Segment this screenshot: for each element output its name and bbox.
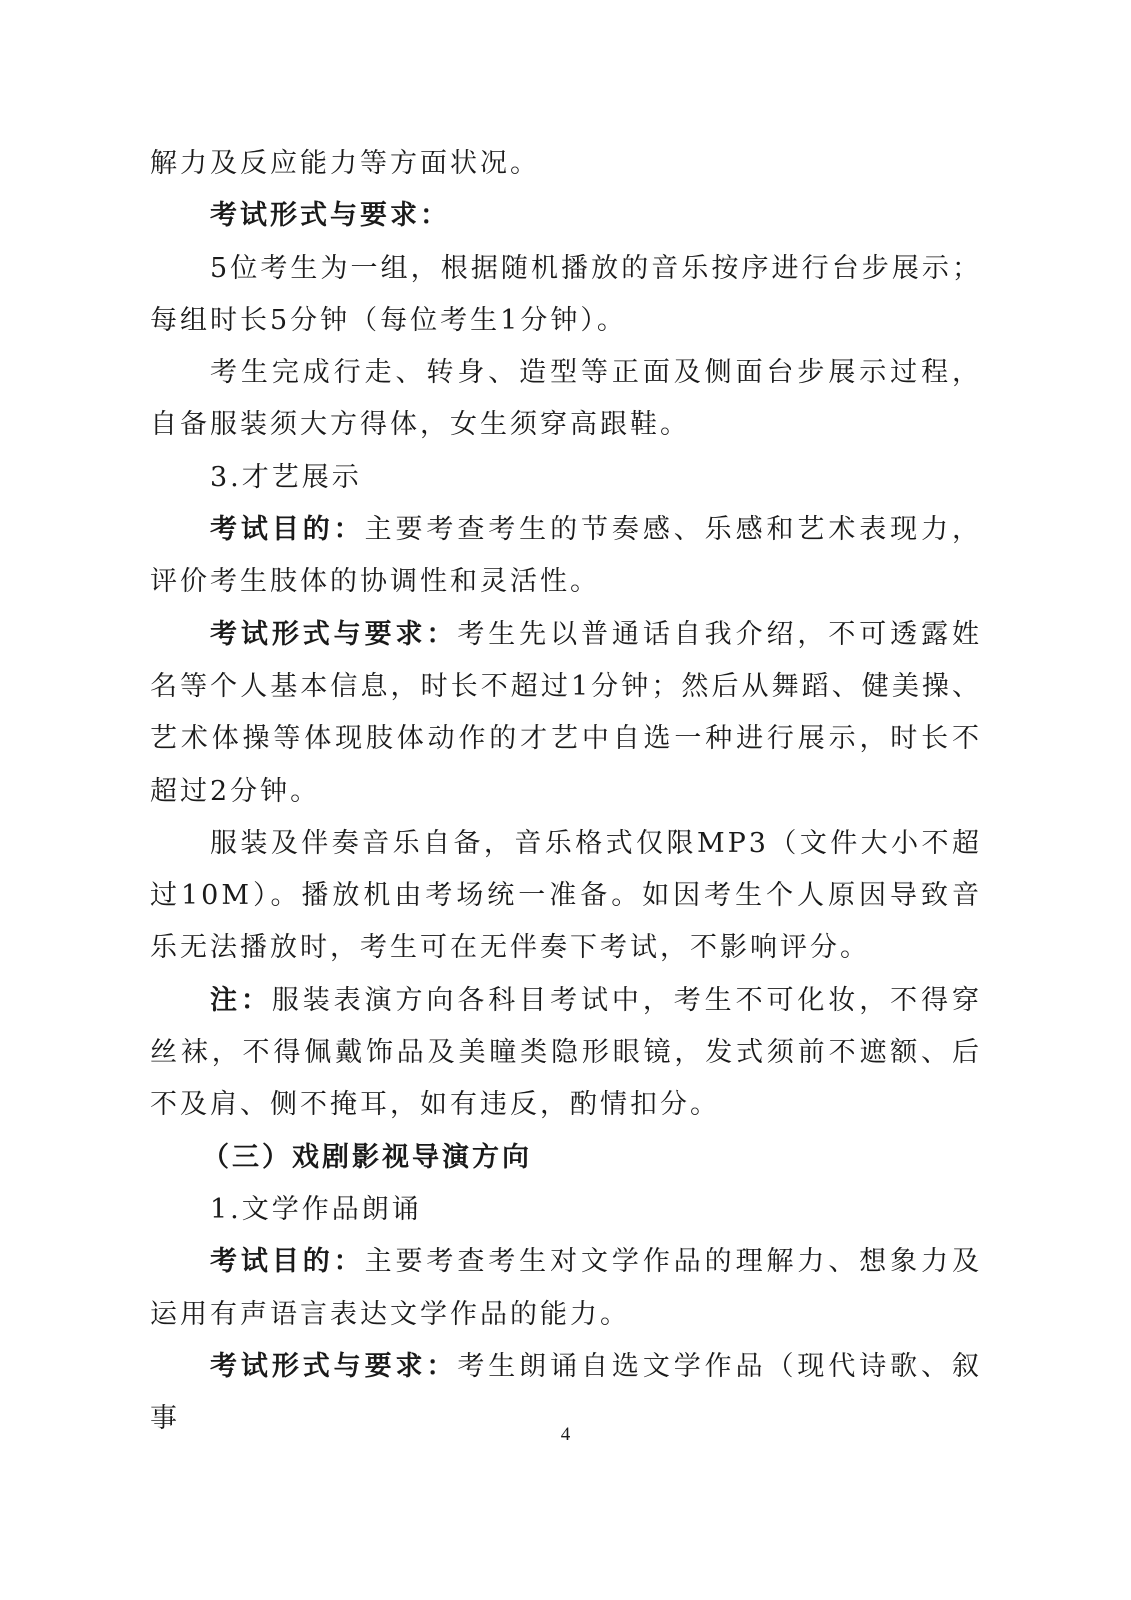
paragraph-label: 考试目的： [210,1246,365,1278]
paragraph-recitation-purpose [150,1236,982,1341]
paragraph-label: 考试目的： [210,514,365,546]
page-number: 4 [560,1424,571,1445]
paragraph-label: 考试形式与要求： [210,200,450,232]
page-body [150,138,982,1445]
paragraph-text: 服装表演方向各科目考试中，考生不可化妆，不得穿丝袜，不得佩戴饰品及美瞳类隐形眼镜，发式须前不遮额、后不及肩、侧不掩耳，如有违反，酌情扣分。 [150,984,983,1121]
heading-text: 3.才艺展示 [210,461,362,493]
heading-text: （三）戏剧影视导演方向 [202,1141,532,1173]
section-heading-directing [150,1132,982,1184]
paragraph-text: 解力及反应能力等方面状况。 [150,148,540,179]
paragraph-text: 考生完成行走、转身、造型等正面及侧面台步展示过程，自备服装须大方得体，女生须穿高跟鞋。 [150,357,982,441]
paragraph-form-requirements-heading [150,190,982,242]
paragraph-text: 5位考生为一组，根据随机播放的音乐按序进行台步展示；每组时长5分钟（每位考生1分钟）。 [150,252,982,336]
paragraph-text: 服装及伴奏音乐自备，音乐格式仅限MP3（文件大小不超过10M）。播放机由考场统一准备。如因考生个人原因导致音乐无法播放时，考生可在无伴奏下考试，不影响评分。 [150,827,982,964]
heading-text: 1.文学作品朗诵 [210,1193,422,1225]
paragraph-walk-requirements [150,347,982,452]
paragraph-talent-requirements [150,609,982,818]
paragraph-label: 注： [210,984,272,1016]
paragraph-label: 考试形式与要求： [210,618,458,650]
paragraph-continuation [150,138,982,190]
paragraph-text: 考生先以普通话自我介绍，不可透露姓名等个人基本信息，时长不超过1分钟；然后从舞蹈、健美操、艺术体操等体现肢体动作的才艺中自选一种进行展示，时长不超过2分钟。 [150,618,983,807]
paragraph-note [150,975,982,1132]
paragraph-group-rules [150,243,982,348]
paragraph-talent-purpose [150,504,982,609]
section-heading-talent [150,452,982,504]
paragraph-label: 考试形式与要求： [210,1350,458,1382]
paragraph-costume-music [150,818,982,975]
paragraph-text: 主要考查考生对文学作品的理解力、想象力及运用有声语言表达文学作品的能力。 [150,1246,983,1330]
paragraph-text: 考生朗诵自选文学作品（现代诗歌、叙事 [150,1350,983,1435]
paragraph-text: 主要考查考生的节奏感、乐感和艺术表现力，评价考生肢体的协调性和灵活性。 [150,514,983,598]
section-heading-recitation [150,1184,982,1236]
